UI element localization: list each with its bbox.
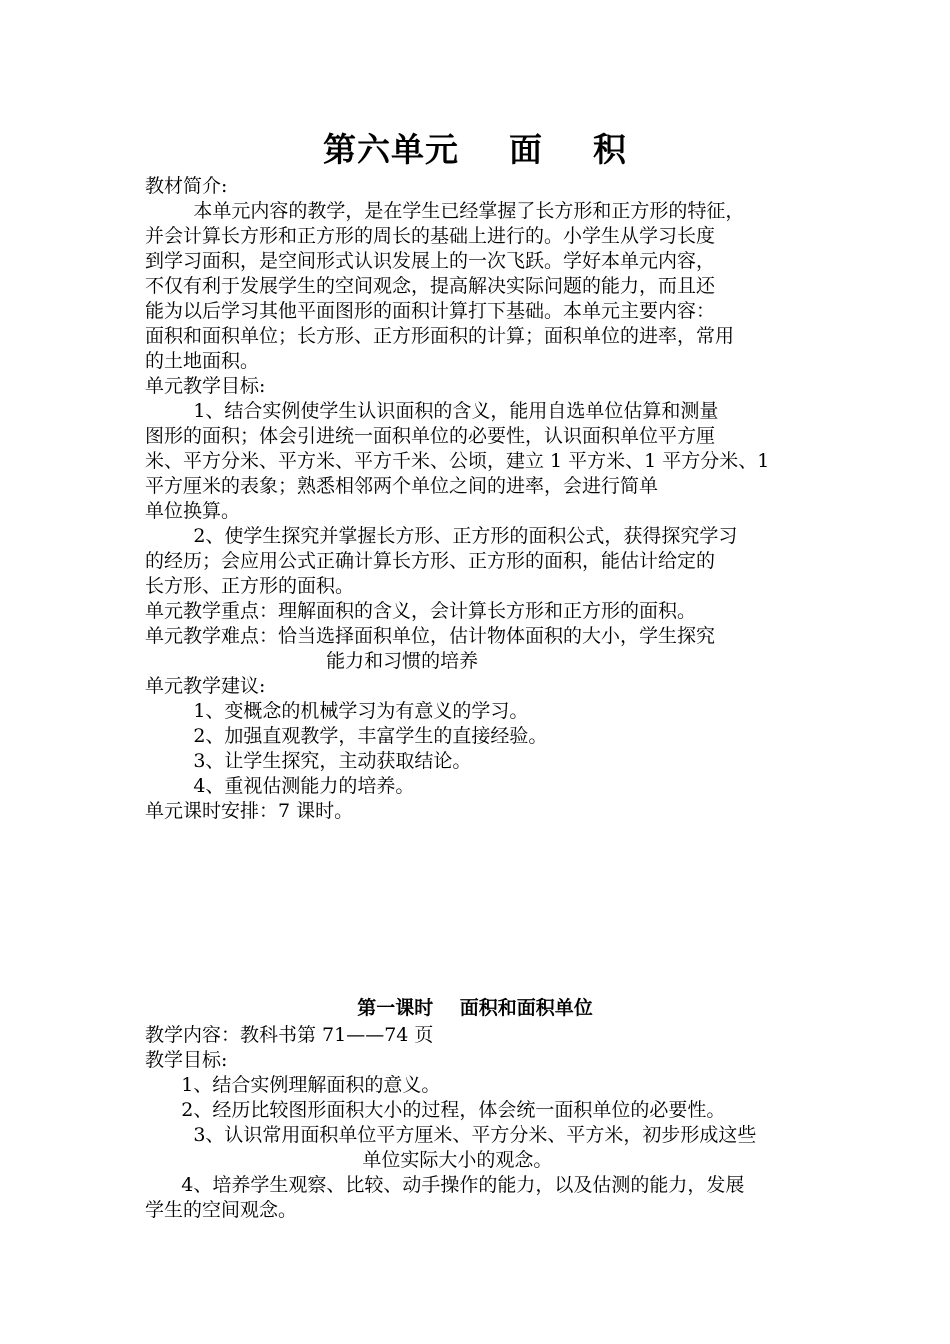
unit-title: 第六单元 面 积 [323, 130, 627, 169]
lesson-line: 单位实际大小的观念。 [145, 1149, 553, 1171]
unit-line: 平方厘米的表象；熟悉相邻两个单位之间的进率，会进行简单 [145, 475, 659, 497]
unit-line: 并会计算长方形和正方形的周长的基础上进行的。小学生从学习长度 [145, 225, 716, 247]
unit-line: 1、变概念的机械学习为有意义的学习。 [145, 700, 529, 722]
lesson-title: 第一课时 面积和面积单位 [357, 997, 593, 1019]
lesson-line: 4、培养学生观察、比较、动手操作的能力，以及估测的能力，发展 [145, 1174, 745, 1196]
unit-line: 米、平方分米、平方米、平方千米、公顷，建立 1 平方米、1 平方分米、1 [145, 450, 770, 472]
unit-line: 教材简介: [145, 175, 228, 197]
unit-line: 的土地面积。 [145, 350, 260, 372]
unit-line: 到学习面积，是空间形式认识发展上的一次飞跃。学好本单元内容， [145, 250, 716, 272]
lesson-line: 教学内容：教科书第 71——74 页 [145, 1024, 434, 1046]
unit-line: 3、让学生探究，主动获取结论。 [145, 750, 472, 772]
lesson-line: 学生的空间观念。 [145, 1199, 298, 1221]
unit-line: 单元教学难点：恰当选择面积单位，估计物体面积的大小，学生探究 [145, 625, 716, 647]
unit-line: 单元教学重点：理解面积的含义，会计算长方形和正方形的面积。 [145, 600, 697, 622]
unit-line: 2、加强直观教学，丰富学生的直接经验。 [145, 725, 548, 747]
unit-line: 单元教学目标: [145, 375, 266, 397]
lesson-line: 2、经历比较图形面积大小的过程，体会统一面积单位的必要性。 [145, 1099, 726, 1121]
lesson-line: 1、结合实例理解面积的意义。 [145, 1074, 441, 1096]
unit-line: 图形的面积；体会引进统一面积单位的必要性，认识面积单位平方厘 [145, 425, 716, 447]
unit-line: 4、重视估测能力的培养。 [145, 775, 415, 797]
lesson-line: 教学目标: [145, 1049, 228, 1071]
unit-line: 长方形、正方形的面积。 [145, 575, 355, 597]
unit-line: 本单元内容的教学，是在学生已经掌握了长方形和正方形的特征， [145, 200, 745, 222]
unit-line: 2、使学生探究并掌握长方形、正方形的面积公式，获得探究学习 [145, 525, 738, 547]
unit-line: 面积和面积单位；长方形、正方形面积的计算；面积单位的进率，常用 [145, 325, 735, 347]
lesson-line: 3、认识常用面积单位平方厘米、平方分米、平方米，初步形成这些 [145, 1124, 757, 1146]
unit-line: 1、结合实例使学生认识面积的含义，能用自选单位估算和测量 [145, 400, 719, 422]
unit-line: 能为以后学习其他平面图形的面积计算打下基础。本单元主要内容： [145, 300, 716, 322]
unit-line: 能力和习惯的培养 [145, 650, 479, 672]
unit-line: 不仅有利于发展学生的空间观念，提高解决实际问题的能力，而且还 [145, 275, 716, 297]
unit-line: 单元课时安排：7 课时。 [145, 800, 354, 822]
unit-line: 单位换算。 [145, 500, 241, 522]
unit-line: 单元教学建议: [145, 675, 266, 697]
unit-line: 的经历；会应用公式正确计算长方形、正方形的面积，能估计给定的 [145, 550, 716, 572]
